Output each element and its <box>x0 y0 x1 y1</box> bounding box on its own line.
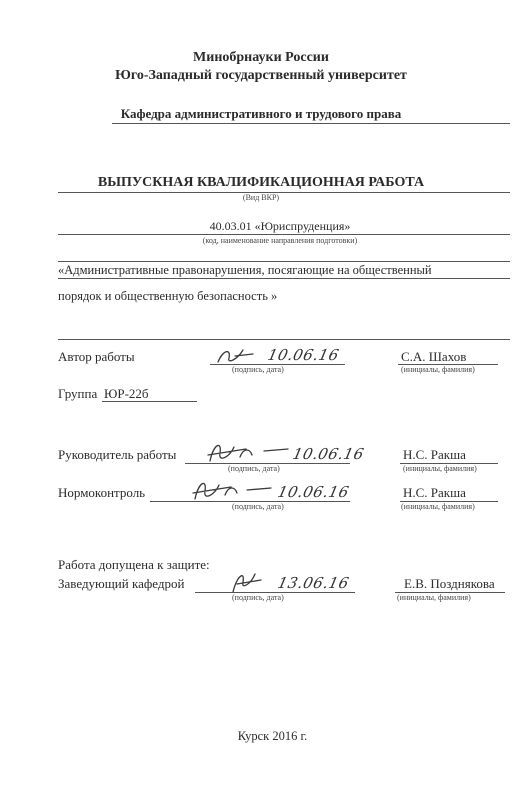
department-name: Кафедра административного и трудового права <box>120 106 402 121</box>
direction-underline <box>58 234 510 235</box>
head-name-caption: (инициалы, фамилия) <box>397 593 471 602</box>
normcontrol-name: Н.С. Ракша <box>403 485 466 500</box>
head-name: Е.В. Позднякова <box>404 576 495 591</box>
city-year: Курск 2016 г. <box>237 729 308 743</box>
supervisor-name-caption: (инициалы, фамилия) <box>403 464 477 473</box>
author-date: 10.06.16 <box>266 346 341 364</box>
supervisor-name: Н.С. Ракша <box>403 447 466 462</box>
normcontrol-name-caption: (инициалы, фамилия) <box>401 502 475 511</box>
topic-underline-1 <box>58 278 510 279</box>
supervisor-date: 10.06.16 <box>291 445 366 463</box>
group-label: Группа <box>58 386 98 401</box>
author-label: Автор работы <box>58 349 135 364</box>
work-title: ВЫПУСКНАЯ КВАЛИФИКАЦИОННАЯ РАБОТА <box>97 175 425 190</box>
topic-line-2: порядок и общественную безопасность » <box>58 289 278 303</box>
group-underline <box>102 401 197 402</box>
topic-topline <box>58 261 510 262</box>
university-name: Юго-Западный государственный университет <box>115 68 407 83</box>
normcontrol-sign-caption: (подпись, дата) <box>232 502 284 511</box>
direction: 40.03.01 «Юриспруденция» <box>209 219 351 233</box>
author-sign-caption: (подпись, дата) <box>232 365 284 374</box>
head-of-department-label: Заведующий кафедрой <box>58 576 185 591</box>
normcontrol-label: Нормоконтроль <box>58 485 146 500</box>
topic-underline-2 <box>58 339 510 340</box>
normcontrol-date: 10.06.16 <box>276 483 351 501</box>
ministry-name: Минобрнауки России <box>193 50 329 65</box>
topic-line-1: «Административные правонарушения, посягающие на общественный <box>58 263 432 277</box>
work-type-caption: (Вид ВКР) <box>242 193 280 202</box>
head-date: 13.06.16 <box>276 574 351 592</box>
author-name: С.А. Шахов <box>401 349 467 364</box>
supervisor-sign-caption: (подпись, дата) <box>228 464 280 473</box>
direction-caption: (код, наименование направления подготовки) <box>202 236 358 245</box>
author-name-caption: (инициалы, фамилия) <box>401 365 475 374</box>
supervisor-label: Руководитель работы <box>58 447 177 462</box>
admission-label: Работа допущена к защите: <box>58 557 210 572</box>
group-value: ЮР-22б <box>104 386 149 401</box>
normcontrol-dash <box>245 484 275 496</box>
department-underline <box>112 123 510 124</box>
head-sign-caption: (подпись, дата) <box>232 593 284 602</box>
supervisor-dash <box>262 445 292 457</box>
